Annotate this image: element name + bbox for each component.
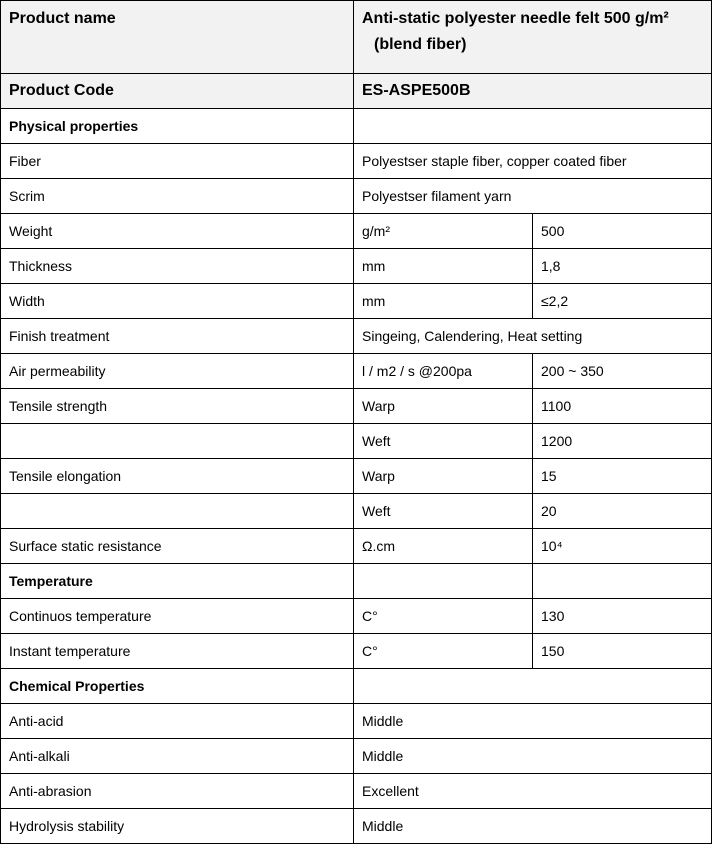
table-row-tensile-strength-weft xyxy=(1,424,712,459)
table-row-tensile-strength-warp xyxy=(1,389,712,424)
table-row-anti-abrasion xyxy=(1,774,712,809)
property-unit: Weft xyxy=(354,494,533,529)
property-value: Middle xyxy=(354,704,712,739)
property-label: Hydrolysis stability xyxy=(1,809,354,844)
property-value: 500 xyxy=(533,214,712,249)
table-row-hydrolysis-stability xyxy=(1,809,712,844)
product-name-label: Product name xyxy=(1,1,354,74)
table-row-scrim xyxy=(1,179,712,214)
section-header-temperature xyxy=(1,564,712,599)
property-unit: C° xyxy=(354,634,533,669)
property-value: Middle xyxy=(354,739,712,774)
property-label: Finish treatment xyxy=(1,319,354,354)
product-name-line1: Anti-static polyester needle felt 500 g/m² xyxy=(362,10,669,27)
property-label: Instant temperature xyxy=(1,634,354,669)
property-label: Continuos temperature xyxy=(1,599,354,634)
property-label: Tensile strength xyxy=(1,389,354,424)
property-label: Tensile elongation xyxy=(1,459,354,494)
empty-cell xyxy=(1,494,354,529)
product-code-value: ES-ASPE500B xyxy=(354,74,712,109)
section-header-physical xyxy=(1,109,712,144)
property-value: 1100 xyxy=(533,389,712,424)
property-unit: Weft xyxy=(354,424,533,459)
product-name-line2: (blend fiber) xyxy=(374,36,467,53)
table-row-width xyxy=(1,284,712,319)
table-row-anti-alkali xyxy=(1,739,712,774)
table-row-air-permeability xyxy=(1,354,712,389)
property-label: Fiber xyxy=(1,144,354,179)
table-row-finish xyxy=(1,319,712,354)
property-value: 10⁴ xyxy=(533,529,712,564)
property-unit: Ω.cm xyxy=(354,529,533,564)
property-value: 15 xyxy=(533,459,712,494)
property-unit: Warp xyxy=(354,459,533,494)
property-unit: l / m2 / s @200pa xyxy=(354,354,533,389)
property-label: Anti-acid xyxy=(1,704,354,739)
table-row-tensile-elongation-warp xyxy=(1,459,712,494)
property-label: Anti-alkali xyxy=(1,739,354,774)
product-code-label: Product Code xyxy=(1,74,354,109)
property-unit: Warp xyxy=(354,389,533,424)
property-label: Weight xyxy=(1,214,354,249)
table-row-anti-acid xyxy=(1,704,712,739)
property-value: 20 xyxy=(533,494,712,529)
property-value: ≤2,2 xyxy=(533,284,712,319)
property-value: Middle xyxy=(354,809,712,844)
property-value: 1200 xyxy=(533,424,712,459)
section-title: Physical properties xyxy=(1,109,354,144)
property-label: Anti-abrasion xyxy=(1,774,354,809)
property-value: Polyestser staple fiber, copper coated fiber xyxy=(354,144,712,179)
empty-cell xyxy=(354,669,712,704)
table-row-surface-static-resistance xyxy=(1,529,712,564)
property-label: Air permeability xyxy=(1,354,354,389)
property-value: Excellent xyxy=(354,774,712,809)
property-value: Polyestser filament yarn xyxy=(354,179,712,214)
property-value: Singeing, Calendering, Heat setting xyxy=(354,319,712,354)
property-label: Thickness xyxy=(1,249,354,284)
product-code-row xyxy=(1,74,712,109)
table-row-continuous-temperature xyxy=(1,599,712,634)
product-name-row xyxy=(1,1,712,74)
property-unit: g/m² xyxy=(354,214,533,249)
property-value: 130 xyxy=(533,599,712,634)
empty-cell xyxy=(354,109,712,144)
table-row-weight xyxy=(1,214,712,249)
section-header-chemical xyxy=(1,669,712,704)
empty-cell xyxy=(354,564,533,599)
section-title: Temperature xyxy=(1,564,354,599)
product-name-value xyxy=(354,1,712,74)
section-title: Chemical Properties xyxy=(1,669,354,704)
property-label: Surface static resistance xyxy=(1,529,354,564)
property-label: Scrim xyxy=(1,179,354,214)
property-unit: mm xyxy=(354,284,533,319)
table-row-tensile-elongation-weft xyxy=(1,494,712,529)
property-value: 200 ~ 350 xyxy=(533,354,712,389)
property-unit: C° xyxy=(354,599,533,634)
property-value: 150 xyxy=(533,634,712,669)
property-label: Width xyxy=(1,284,354,319)
property-value: 1,8 xyxy=(533,249,712,284)
table-row-instant-temperature xyxy=(1,634,712,669)
empty-cell xyxy=(533,564,712,599)
empty-cell xyxy=(1,424,354,459)
table-row-fiber xyxy=(1,144,712,179)
property-unit: mm xyxy=(354,249,533,284)
table-row-thickness xyxy=(1,249,712,284)
